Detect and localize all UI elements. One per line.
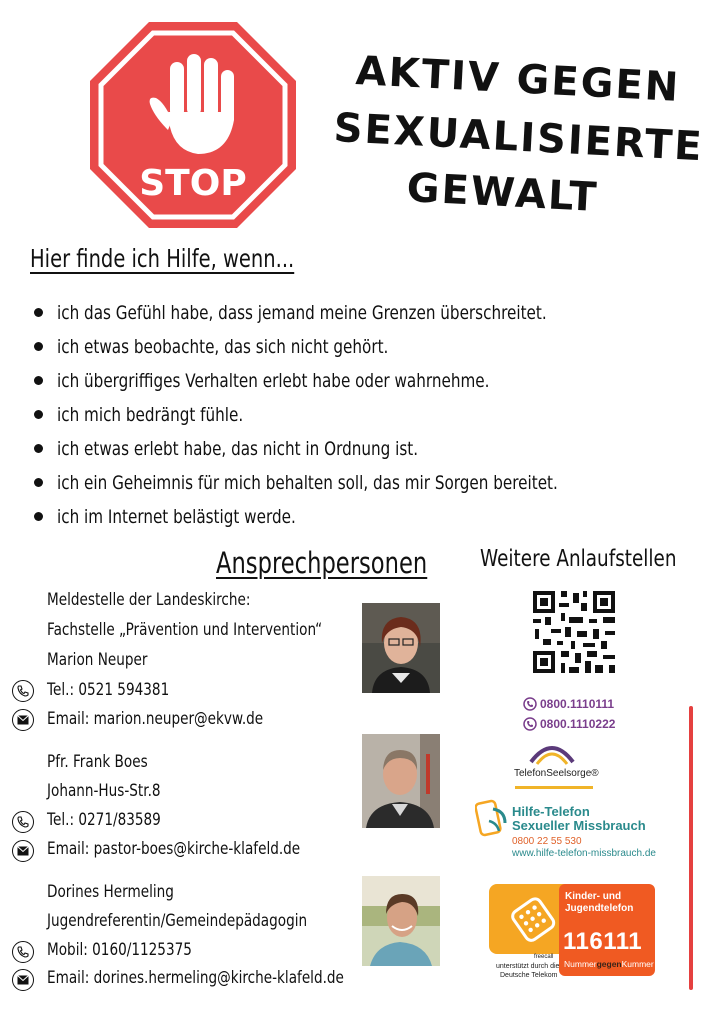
person3-email[interactable]: Email: dorines.hermeling@kirche-klafeld.de: [47, 968, 344, 988]
kjt-subline: NummergegenKummer: [564, 959, 654, 969]
help-heading: Hier finde ich Hilfe, wenn...: [30, 244, 295, 273]
hilfe-telefon-icon: [475, 799, 509, 839]
stop-label: STOP: [139, 163, 247, 204]
kjt-title2: Jugendtelefon: [565, 903, 634, 914]
photo-frank-boes: [362, 734, 440, 828]
person1-line2: Fachstelle „Prävention und Intervention“: [47, 620, 323, 640]
person2-address: Johann-Hus-Str.8: [47, 781, 161, 801]
mail-icon: [12, 840, 34, 862]
person1-email[interactable]: Email: marion.neuper@ekvw.de: [47, 709, 264, 729]
title-line-1: AKTIV GEGEN: [354, 48, 682, 111]
qr-code[interactable]: [531, 589, 617, 675]
telefonseelsorge-label: TelefonSeelsorge®: [514, 768, 599, 779]
telefonseelsorge-logo: [527, 738, 577, 766]
stop-sign: [88, 20, 298, 230]
telephone-icon: [503, 892, 565, 946]
phone-icon: [12, 680, 34, 702]
kjt-title1: Kinder- und: [565, 891, 622, 902]
person1-line1: Meldestelle der Landeskirche:: [47, 590, 251, 610]
phone-icon: [12, 941, 34, 963]
person3-name: Dorines Hermeling: [47, 882, 174, 902]
hilfe-telefon-title1: Hilfe-Telefon: [512, 804, 590, 819]
accent-bar: [689, 706, 693, 990]
hotline-1[interactable]: 0800.1110111: [540, 697, 615, 711]
person2-email[interactable]: Email: pastor-boes@kirche-klafeld.de: [47, 839, 301, 859]
photo-marion-neuper: [362, 603, 440, 693]
mail-icon: [12, 969, 34, 991]
photo-dorines-hermeling: [362, 876, 440, 966]
phone-icon: [523, 697, 537, 711]
title-line-2: SEXUALISIERTE: [332, 105, 705, 171]
title-line-3: GEWALT: [405, 165, 600, 221]
telekom-line2: Deutsche Telekom: [500, 972, 558, 979]
hilfe-telefon-title2: Sexueller Missbrauch: [512, 818, 646, 833]
phone-icon: [523, 717, 537, 731]
person1-phone[interactable]: Tel.: 0521 594381: [47, 680, 170, 700]
mail-icon: [12, 709, 34, 731]
hotline-2[interactable]: 0800.1110222: [540, 717, 616, 731]
person3-phone[interactable]: Mobil: 0160/1125375: [47, 940, 192, 960]
person3-role: Jugendreferentin/Gemeindepädagogin: [47, 911, 308, 931]
other-contacts-heading: Weitere Anlaufstellen: [480, 546, 677, 572]
person1-name: Marion Neuper: [47, 650, 148, 670]
person2-phone[interactable]: Tel.: 0271/83589: [47, 810, 161, 830]
hilfe-telefon-phone[interactable]: 0800 22 55 530: [512, 836, 582, 847]
kjt-number[interactable]: 116111: [563, 928, 643, 955]
telekom-line1: unterstützt durch die: [496, 963, 560, 970]
freecall-label: freecall: [534, 954, 554, 960]
contacts-heading: Ansprechpersonen: [216, 546, 428, 580]
person2-name: Pfr. Frank Boes: [47, 752, 148, 772]
divider: [515, 786, 593, 789]
hilfe-telefon-url[interactable]: www.hilfe-telefon-missbrauch.de: [512, 848, 656, 859]
phone-icon: [12, 811, 34, 833]
